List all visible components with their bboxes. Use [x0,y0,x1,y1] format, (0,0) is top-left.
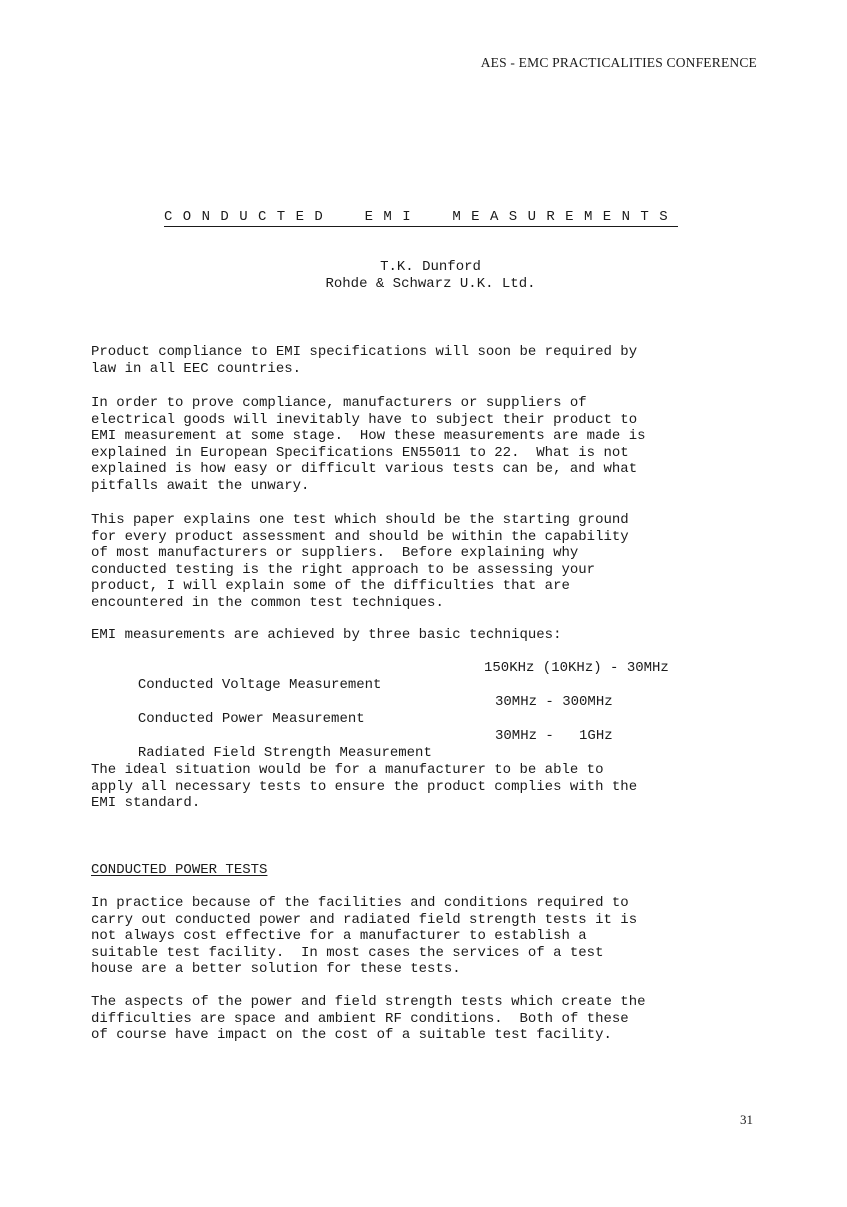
section-paragraph: In practice because of the facilities and conditions required to carry out conducted power and radiated field strength tests it is not always cost effective for a manufacturer to establish a suitable test facility. In most cases the services of a test house are a better solution for these tests. [91,895,638,978]
technique-range: 30MHz - 300MHz [495,694,613,710]
running-header: AES - EMC PRACTICALITIES CONFERENCE [480,55,757,70]
closing-paragraph: The ideal situation would be for a manufacturer to be able to apply all necessary tests to ensure the product complies with the EMI standard. [91,762,638,812]
techniques-intro: EMI measurements are achieved by three basic techniques: [91,627,562,643]
title-word-2: EMI [364,209,421,225]
author-name: T.K. Dunford [380,259,481,275]
technique-name: Conducted Power Measurement [137,710,365,727]
paper-title [164,209,678,227]
page-number: 31 [740,1112,753,1127]
scope-paragraph: This paper explains one test which should be the starting ground for every product assessment and should be within the capability of most manufacturers or suppliers. Before explaining why conducted testing is the right approach to be assessing your product, I will explain some of the difficulties that are encountered in the common test techniques. [91,512,629,611]
title-word-3: MEASUREMENTS [452,209,678,225]
technique-name: Radiated Field Strength Measurement [137,744,432,761]
technique-name: Conducted Voltage Measurement [137,676,382,693]
technique-range: 150KHz (10KHz) - 30MHz [484,660,669,676]
section-paragraph: The aspects of the power and field strength tests which create the difficulties are space and ambient RF conditions. Both of these of course have impact on the cost of a suitable test facility. [91,994,646,1044]
compliance-paragraph: In order to prove compliance, manufacturers or suppliers of electrical goods will inevitably have to subject their product to EMI measurement at some stage. How these measurements are made is explained in European Specifications EN55011 to 22. What is not explained is how easy or difficult various tests can be, and what pitfalls await the unwary. [91,395,646,494]
author-affiliation: Rohde & Schwarz U.K. Ltd. [325,275,536,292]
author-block [0,259,847,292]
section-heading: CONDUCTED POWER TESTS [91,862,268,878]
title-word-1: CONDUCTED [164,209,334,225]
technique-range: 30MHz - 1GHz [495,728,613,744]
intro-paragraph: Product compliance to EMI specifications will soon be required by law in all EEC countries. [91,344,638,377]
